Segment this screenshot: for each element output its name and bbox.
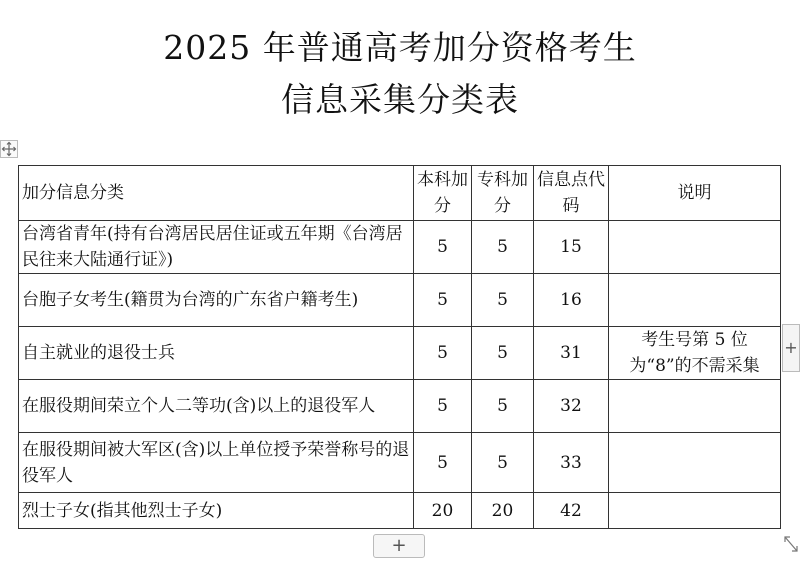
table-row — [19, 493, 781, 529]
row-junior-bonus[interactable]: 5 — [472, 274, 534, 327]
row-undergrad-bonus[interactable]: 20 — [414, 493, 472, 529]
table-row — [19, 221, 781, 274]
move-icon — [1, 141, 17, 157]
row-junior-bonus[interactable]: 5 — [472, 327, 534, 380]
header-undergrad-bonus[interactable]: 本科加分 — [414, 166, 472, 221]
header-info-code[interactable]: 信息点代码 — [534, 166, 609, 221]
row-junior-bonus[interactable]: 5 — [472, 433, 534, 493]
table-row — [19, 274, 781, 327]
row-category[interactable]: 在服役期间被大军区(含)以上单位授予荣誉称号的退役军人 — [19, 433, 414, 493]
row-note[interactable]: 考生号第 5 位为“8”的不需采集 — [609, 327, 781, 380]
row-undergrad-bonus[interactable]: 5 — [414, 433, 472, 493]
table-move-handle[interactable] — [0, 140, 18, 158]
row-junior-bonus[interactable]: 5 — [472, 380, 534, 433]
row-undergrad-bonus[interactable]: 5 — [414, 274, 472, 327]
row-undergrad-bonus[interactable]: 5 — [414, 380, 472, 433]
table-row — [19, 380, 781, 433]
row-note[interactable] — [609, 380, 781, 433]
header-category[interactable]: 加分信息分类 — [19, 166, 414, 221]
row-info-code[interactable]: 15 — [534, 221, 609, 274]
header-junior-bonus[interactable]: 专科加分 — [472, 166, 534, 221]
header-note[interactable]: 说明 — [609, 166, 781, 221]
table-header-row — [19, 166, 781, 221]
row-category[interactable]: 自主就业的退役士兵 — [19, 327, 414, 380]
row-info-code[interactable]: 31 — [534, 327, 609, 380]
table-row — [19, 433, 781, 493]
add-column-button[interactable]: + — [782, 324, 800, 372]
row-note[interactable] — [609, 433, 781, 493]
row-junior-bonus[interactable]: 20 — [472, 493, 534, 529]
table-resize-handle[interactable] — [782, 534, 800, 554]
document-title-line2: 信息采集分类表 — [281, 80, 519, 119]
document-title-line1: 2025 年普通高考加分资格考生 — [163, 28, 637, 67]
row-note[interactable] — [609, 274, 781, 327]
bonus-info-table — [18, 165, 781, 529]
row-undergrad-bonus[interactable]: 5 — [414, 221, 472, 274]
row-note[interactable] — [609, 221, 781, 274]
row-category[interactable]: 台湾省青年(持有台湾居民居住证或五年期《台湾居民往来大陆通行证》) — [19, 221, 414, 274]
row-info-code[interactable]: 16 — [534, 274, 609, 327]
table-row — [19, 327, 781, 380]
resize-icon — [782, 534, 800, 554]
row-undergrad-bonus[interactable]: 5 — [414, 327, 472, 380]
row-info-code[interactable]: 42 — [534, 493, 609, 529]
row-category[interactable]: 台胞子女考生(籍贯为台湾的广东省户籍考生) — [19, 274, 414, 327]
row-info-code[interactable]: 32 — [534, 380, 609, 433]
row-junior-bonus[interactable]: 5 — [472, 221, 534, 274]
row-note[interactable] — [609, 493, 781, 529]
row-info-code[interactable]: 33 — [534, 433, 609, 493]
row-category[interactable]: 在服役期间荣立个人二等功(含)以上的退役军人 — [19, 380, 414, 433]
row-category[interactable]: 烈士子女(指其他烈士子女) — [19, 493, 414, 529]
add-row-button[interactable]: + — [373, 534, 425, 558]
